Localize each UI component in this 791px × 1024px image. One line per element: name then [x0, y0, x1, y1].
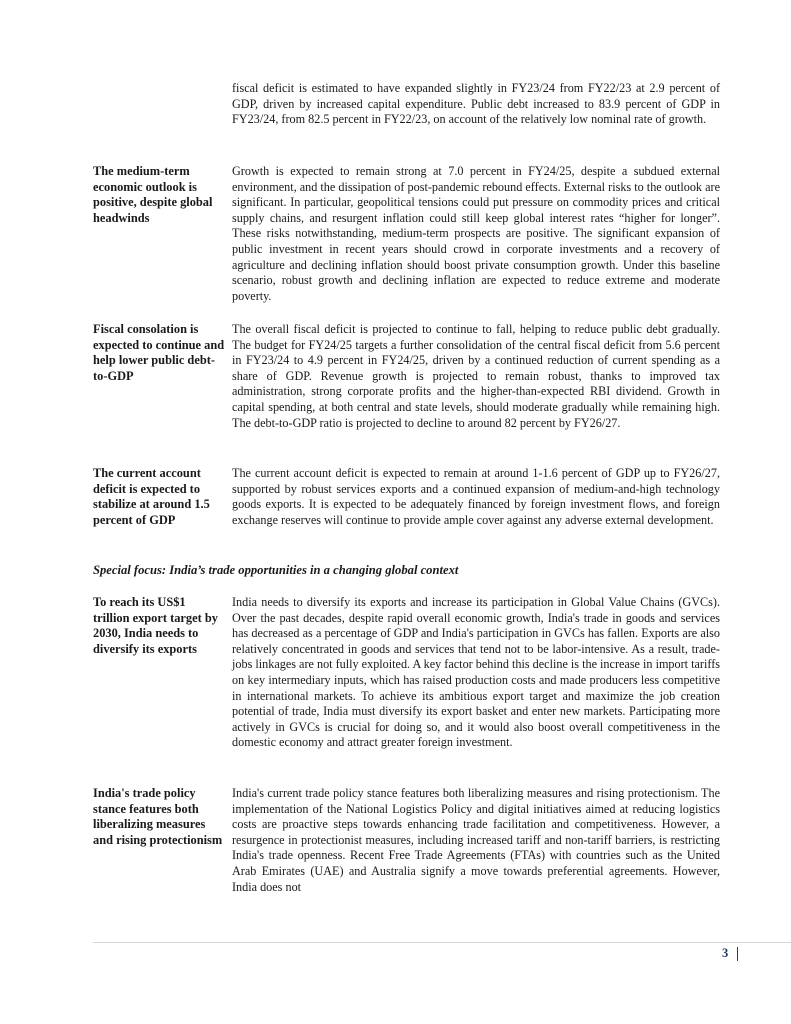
paragraph-trade-policy: India's current trade policy stance features both liberalizing measures and rising protectionism. The implementation of the National Logistics Policy and digital initiatives aimed at reducing logistics costs are proactive steps towards enhancing trade facilitation and competitiveness. However, a resurgence in protectionist measures, including increased tariff and non-tariff barriers, is restricting India's trade openness. Recent Free Trade Agreements (FTAs) with countries such as the United Arab Emirates (UAE) and Australia signify a move towards preferential agreements. However, India does not: [232, 786, 720, 894]
paragraph-outlook: Growth is expected to remain strong at 7.0 percent in FY24/25, despite a subdued external environment, and the dissipation of post-pandemic rebound effects. External risks to the outlook are significant. In particular, geopolitical tensions could put pressure on commodity prices and critical supply chains, and resurgent inflation could still keep global interest rates “higher for longer”. These risks notwithstanding, medium-term prospects are positive. The significant expansion of public investment in recent years should crowd in corporate investments and a recovery of agriculture and declining inflation should boost private consumption growth. Under this baseline scenario, robust growth and declining inflation are expected to reduce extreme and moderate poverty.: [232, 164, 720, 303]
paragraph-current-account: The current account deficit is expected to remain at around 1-1.6 percent of GDP up to FY26/27, supported by robust services exports and a continued expansion of medium-and-high technology goods exports. It is expected to be adequately financed by foreign investment flows, and foreign exchange reserves will continue to provide ample cover against any adverse external development.: [232, 466, 720, 527]
sidebar-heading-outlook: The medium-term economic outlook is positive, despite global headwinds: [93, 164, 213, 225]
paragraph-fiscal: The overall fiscal deficit is projected to continue to fall, helping to reduce public debt gradually. The budget for FY24/25 targets a further consolidation of the central fiscal deficit from 5.6 percent in FY23/24 to 4.9 percent in FY24/25, driven by a continued reduction of current spending as a share of GDP. Revenue growth is projected to remain robust, thanks to improved tax administration, strong corporate profits and the higher-than-expected RBI dividend. Growth in capital spending, at both central and state levels, should moderate gradually while remaining high. The debt-to-GDP ratio is projected to decline to around 82 percent by FY26/27.: [232, 322, 720, 430]
sidebar-heading-export-target: To reach its US$1 trillion export target by 2030, India needs to diversify its exports: [93, 595, 218, 656]
sidebar-heading-fiscal: Fiscal consolation is expected to continue and help lower public debt-to-GDP: [93, 322, 225, 383]
special-focus-heading: Special focus: India’s trade opportunities in a changing global context: [93, 563, 459, 577]
paragraph-exports: India needs to diversify its exports and increase its participation in Global Value Chains (GVCs). Over the past decades, despite rapid overall economic growth, India's trade in goods and services has decreased as a percentage of GDP and India's participation in GVCs has fallen. Exports are also relatively concentrated in goods and services that tend not to be labor-intensive. As a result, trade-jobs linkages are not fully exploited. A key factor behind this decline is the increase in import tariffs on key intermediary inputs, which has raised production costs and made producers less competitive in international markets. To achieve its ambitious export target and maximize the job creation potential of trade, India must diversify its export basket and enter new markets. Participating more actively in GVCs is crucial for doing so, and it would also boost overall competitiveness in the domestic economy and attract greater foreign investment.: [232, 595, 720, 750]
page-number: 3: [722, 946, 729, 960]
sidebar-heading-current-account: The current account deficit is expected to stabilize at around 1.5 percent of GDP: [93, 466, 210, 527]
paragraph-fiscal-deficit: fiscal deficit is estimated to have expanded slightly in FY23/24 from FY22/23 at 2.9 percent of GDP, driven by increased capital expenditure. Public debt increased to 83.9 percent of GDP in FY23/24, from 82.5 percent in FY22/23, on account of the relatively low nominal rate of growth.: [232, 81, 720, 127]
sidebar-heading-trade-policy: India's trade policy stance features both liberalizing measures and rising protectionism: [93, 786, 223, 847]
page-number-separator: [737, 947, 738, 961]
footer-divider: [93, 942, 791, 943]
